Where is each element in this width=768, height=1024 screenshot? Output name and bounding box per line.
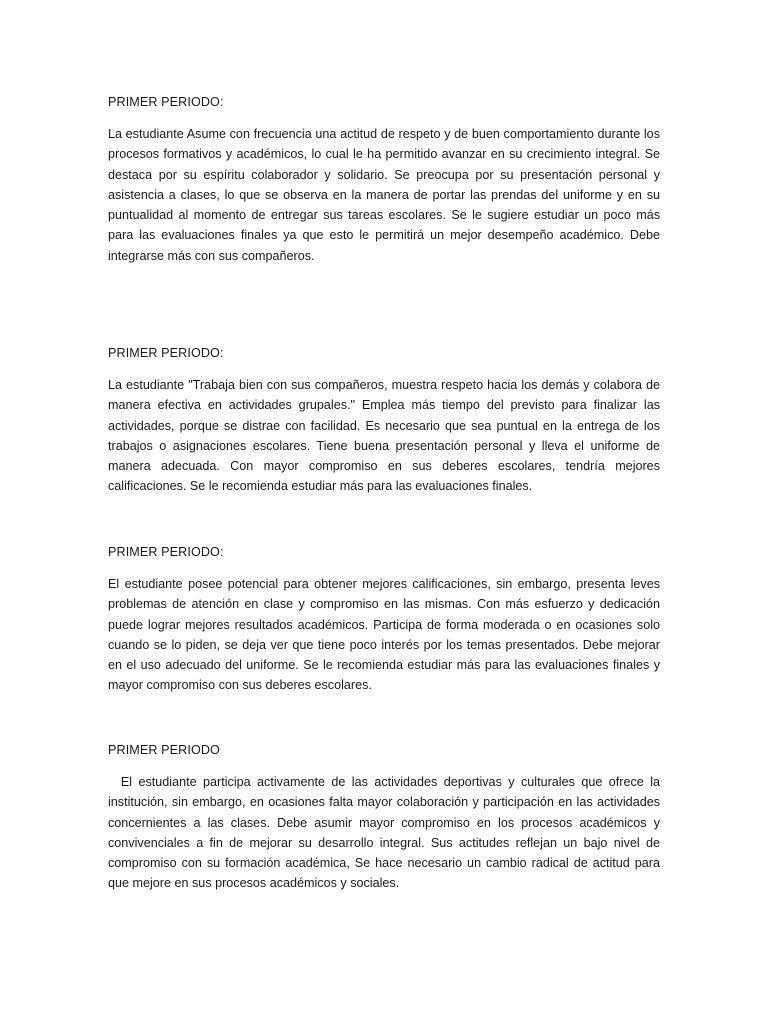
section-heading: PRIMER PERIODO: — [108, 95, 224, 109]
section-heading: PRIMER PERIODO: — [108, 545, 224, 559]
report-section-3 — [108, 542, 660, 696]
section-paragraph: El estudiante participa activamente de las actividades deportivas y culturales que ofrece la institución, sin embargo, en ocasiones falta mayor colaboración y participación en las actividades concernientes a las clases. Debe asumir mayor compromiso en los procesos académicos y convivenciales a fin de mejorar su desarrollo integral. Sus actitudes reflejan un bajo nivel de compromiso con su formación académica, Se hace necesario un cambio radical de actitud para que mejore en sus procesos académicos y sociales. — [108, 775, 664, 891]
report-section-4 — [108, 740, 664, 894]
section-heading: PRIMER PERIODO — [108, 743, 220, 757]
report-section-1 — [108, 92, 660, 266]
section-paragraph: La estudiante Asume con frecuencia una actitud de respeto y de buen comportamiento durante los procesos formativos y académicos, lo cual le ha permitido avanzar en su crecimiento integral. Se destaca por su espíritu colaborador y solidario. Se preocupa por su presentación personal y asistencia a clases, lo que se observa en la manera de portar las prendas del uniforme y en su puntualidad al momento de entregar sus tareas escolares. Se le sugiere estudiar un poco más para las evaluaciones finales ya que esto le permitirá un mejor desempeño académico. Debe integrarse más con sus compañeros. — [108, 127, 660, 263]
report-section-2 — [108, 343, 660, 497]
section-heading: PRIMER PERIODO: — [108, 346, 224, 360]
section-paragraph: La estudiante "Trabaja bien con sus compañeros, muestra respeto hacia los demás y colabora de manera efectiva en actividades grupales." Emplea más tiempo del previsto para finalizar las actividades, porque se distrae con facilidad. Es necesario que sea puntual en la entrega de los trabajos o asignaciones escolares. Tiene buena presentación personal y lleva el uniforme de manera adecuada. Con mayor compromiso en sus deberes escolares, tendría mejores calificaciones. Se le recomienda estudiar más para las evaluaciones finales. — [108, 378, 660, 494]
section-paragraph: El estudiante posee potencial para obtener mejores calificaciones, sin embargo, presenta leves problemas de atención en clase y compromiso en las mismas. Con más esfuerzo y dedicación puede lograr mejores resultados académicos. Participa de forma moderada o en ocasiones solo cuando se lo piden, se deja ver que tiene poco interés por los temas presentados. Debe mejorar en el uso adecuado del uniforme. Se le recomienda estudiar más para las evaluaciones finales y mayor compromiso con sus deberes escolares. — [108, 577, 660, 693]
